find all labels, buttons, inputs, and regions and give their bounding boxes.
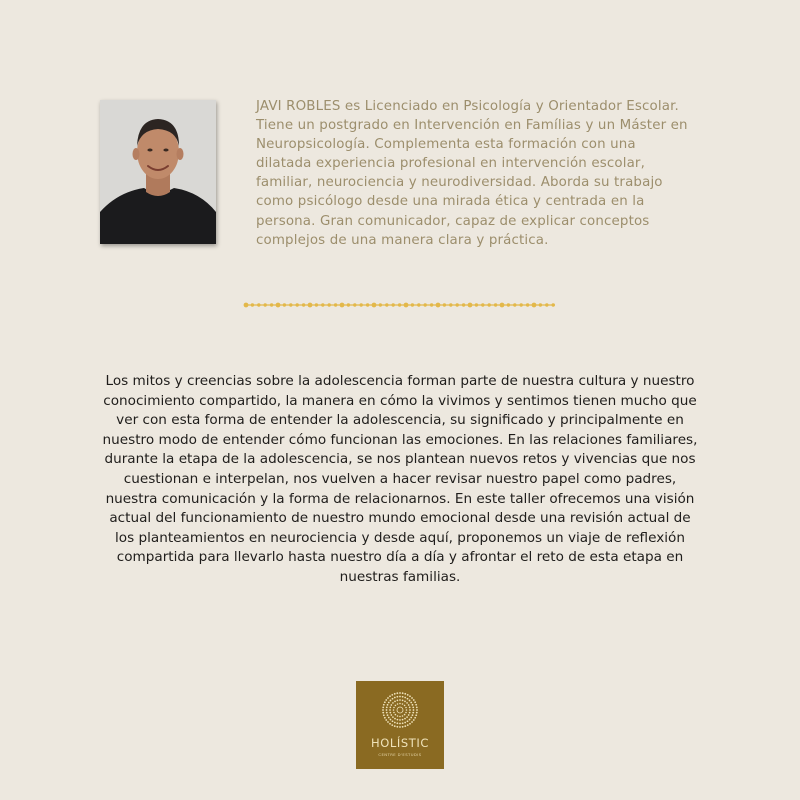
speaker-photo: [100, 100, 216, 244]
dotted-line-ornament-icon: [243, 300, 557, 310]
holistic-logo: [356, 681, 444, 769]
workshop-description: Los mitos y creencias sobre la adolescencia forman parte de nuestra cultura y nuestro conocimiento compartido, la manera en cómo la vivimos y sentimos tienen mucho que ver con esta forma de entender la adolescencia, su significado y principalmente en nuestro modo de entender cómo funcionan las emociones. En las relaciones familiares, durante la etapa de la adolescencia, se nos plantean nuevos retos y vivencias que nos cuestionan e interpelan, nos vuelven a hacer revisar nuestro papel como padres, nuestra comunicación y la forma de relacionarnos. En este taller ofrecemos una visión actual del funcionamiento de nuestro mundo emocional desde una revisión actual de los planteamientos en neurociencia y desde aquí, proponemos un viaje de reflexión compartida para llevarlo hasta nuestro día a día y afrontar el reto de esta etapa en nuestras familias.: [102, 373, 698, 585]
logo-subtitle: CENTRE D'ESTUDIS: [378, 752, 422, 757]
logo-name: HOLÍSTIC: [370, 736, 430, 750]
speaker-bio: JAVI ROBLES es Licenciado en Psicología y Orientador Escolar. Tiene un postgrado en Intervención en Famílias y un Máster en Neuropsicología. Complementa esta formación con una dilatada experiencia profesional en intervención escolar, familiar, neurociencia y neurodiversidad. Aborda su trabajo como psicólogo desde una mirada ética y centrada en la persona. Gran comunicador, capaz de explicar conceptos complejos de una manera clara y práctica.: [256, 99, 688, 248]
dotted-circle-mandala-icon: [381, 691, 419, 729]
